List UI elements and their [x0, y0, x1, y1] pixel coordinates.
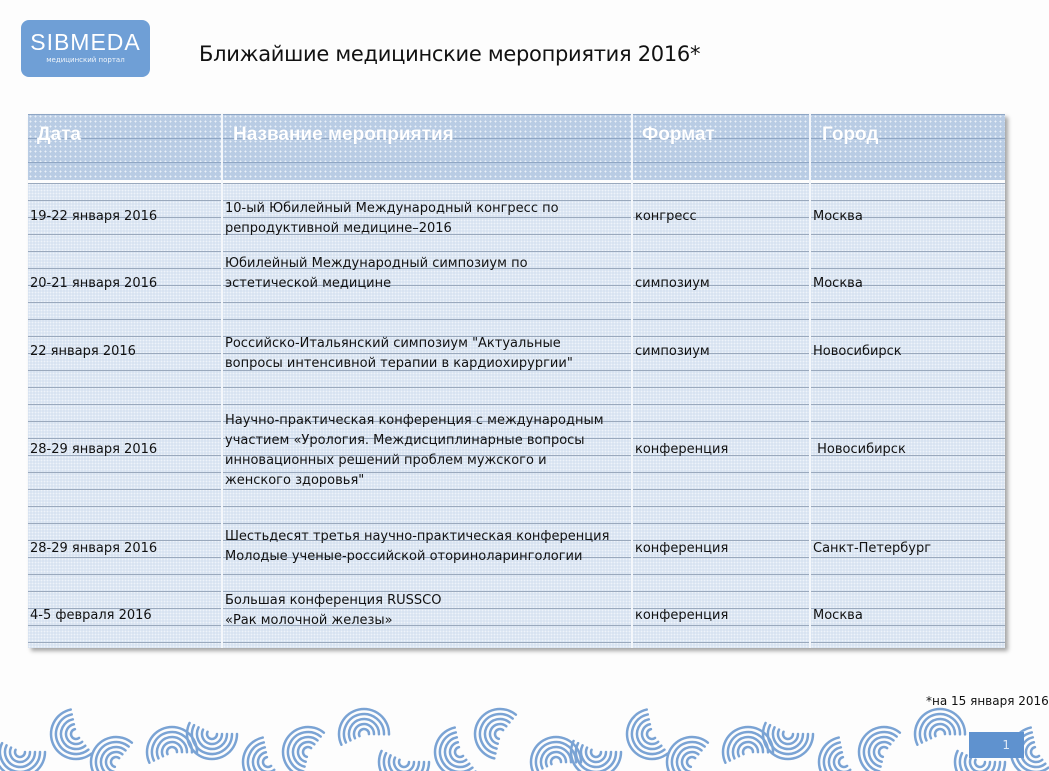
column-header-date: Дата — [37, 124, 81, 145]
swirl-arc — [687, 757, 695, 767]
swirl-arc — [303, 747, 311, 757]
cell-city: Москва — [813, 208, 863, 224]
column-header-name: Название мероприятия — [233, 124, 454, 145]
swirl-arc — [1031, 747, 1039, 757]
event-name-line: участием «Урология. Междисциплинарные вопросы — [225, 433, 585, 448]
cell-date: 22 января 2016 — [30, 343, 136, 359]
swirl-arc — [930, 724, 950, 738]
swirl-arc — [682, 752, 698, 771]
event-name-line: Юбилейный Международный симпозиум по — [225, 256, 528, 271]
swirl-arc — [111, 757, 119, 767]
table-header — [28, 114, 1005, 180]
swirl-arc — [591, 750, 601, 757]
cell-date: 19-22 января 2016 — [30, 208, 158, 224]
swirl-arc — [298, 742, 314, 762]
swirl-arc — [167, 747, 177, 754]
event-name-lines — [225, 411, 604, 491]
swirl-arc — [874, 742, 890, 762]
event-name-line: Шестьдесят третья научно-практическая конференция — [225, 529, 610, 544]
table-row — [28, 515, 1005, 583]
table-row — [28, 583, 1005, 648]
event-name-line: «Рак молочной железы» — [225, 613, 393, 628]
cell-format: конгресс — [635, 208, 697, 224]
cell-date: 20-21 января 2016 — [30, 276, 158, 291]
event-name-line: Научно-практическая конференция с международным — [225, 413, 604, 428]
cell-city: Москва — [813, 607, 863, 623]
swirl-arc — [642, 724, 658, 744]
swirl-arc — [743, 747, 753, 754]
cell-city: Новосибирск — [813, 442, 906, 457]
cell-format: симпозиум — [635, 343, 710, 359]
column-header-city: Город — [822, 124, 879, 145]
swirl-arc — [778, 730, 798, 744]
event-name-line: 10-ый Юбилейный Международный конгресс по — [225, 201, 559, 216]
event-name-line: инновационных решений проблем мужского и — [225, 453, 547, 468]
event-name-line: эстетической медицине — [225, 276, 392, 291]
cell-event-name — [225, 318, 629, 385]
event-name-line: репродуктивной медицине–2016 — [225, 221, 452, 236]
table-row — [28, 385, 1005, 515]
swirl-arc — [455, 747, 463, 757]
swirl-arc — [647, 729, 655, 739]
table-row — [28, 183, 1005, 250]
cell-format: конференция — [635, 607, 729, 623]
footnote: *на 15 января 2016 — [926, 694, 1049, 708]
swirl-arc — [263, 757, 271, 767]
swirl-arc — [586, 748, 606, 762]
event-name-line: Молодые ученые-российской оториноларингологии — [225, 549, 583, 564]
page-title: Ближайшие медицинские мероприятия 2016* — [199, 42, 701, 66]
cell-city: Новосибирск — [813, 343, 902, 359]
events-table — [28, 114, 1005, 648]
event-name-lines — [225, 199, 559, 239]
swirl-arc — [394, 758, 414, 771]
logo-brand: SIBMEDA — [30, 29, 141, 55]
swirl-arc — [834, 752, 850, 771]
column-header-format: Формат — [642, 124, 715, 145]
swirl-arc — [71, 729, 79, 739]
swirl-arc — [970, 758, 990, 771]
event-name-line: Российско-Итальянский симпозиум "Актуальные — [225, 336, 561, 351]
swirl-arc — [975, 760, 985, 767]
event-name-lines — [225, 591, 441, 631]
page-number: 1 — [969, 732, 1024, 758]
cell-format: конференция — [635, 541, 729, 556]
cell-event-name — [225, 183, 629, 250]
cell-date: 28-29 января 2016 — [30, 541, 158, 556]
event-name-line: женского здоровья" — [225, 473, 365, 488]
cell-event-name — [225, 515, 629, 583]
event-name-line: Большая конференция RUSSCO — [225, 593, 442, 608]
swirl-arc — [935, 729, 945, 736]
swirl-arc — [66, 724, 82, 744]
swirl-arc — [551, 757, 561, 764]
table-row — [28, 318, 1005, 385]
decorative-swirl-pattern — [0, 714, 1024, 767]
swirl-arc — [738, 742, 758, 756]
swirl-arc — [15, 750, 25, 757]
logo-tagline: медицинский портал — [46, 56, 125, 64]
swirl-pattern-graphic — [0, 714, 1024, 767]
swirl-arc — [10, 748, 30, 762]
event-name-lines — [225, 527, 609, 567]
cell-date: 4-5 февраля 2016 — [30, 607, 152, 623]
swirl-arc — [359, 729, 369, 736]
swirl-arc — [399, 760, 409, 767]
swirl-arc — [258, 752, 274, 771]
swirl-arc — [839, 757, 847, 767]
swirl-arc — [546, 752, 566, 766]
swirl-arc — [106, 752, 122, 771]
cell-event-name — [225, 583, 629, 648]
swirl-arc — [879, 747, 887, 757]
swirl-arc — [495, 729, 503, 739]
swirl-arc — [202, 730, 222, 744]
event-name-lines — [225, 254, 528, 294]
cell-format: симпозиум — [635, 276, 710, 291]
swirl-arc — [162, 742, 182, 756]
cell-format: конференция — [635, 442, 729, 457]
swirl-arc — [207, 732, 217, 739]
swirl-arc — [450, 742, 466, 762]
swirl-arc — [1026, 742, 1042, 762]
cell-event-name — [225, 250, 629, 318]
swirl-arc — [783, 732, 793, 739]
swirl-arc — [354, 724, 374, 738]
cell-date: 28-29 января 2016 — [30, 442, 158, 457]
table-row — [28, 250, 1005, 318]
cell-city: Санкт-Петербург — [813, 541, 932, 556]
sibmeda-logo — [21, 20, 150, 77]
cell-city: Москва — [813, 276, 863, 291]
swirl-arc — [490, 724, 506, 744]
event-name-line: вопросы интенсивной терапии в кардиохирургии" — [225, 356, 573, 371]
cell-event-name — [225, 385, 629, 515]
event-name-lines — [225, 334, 573, 374]
